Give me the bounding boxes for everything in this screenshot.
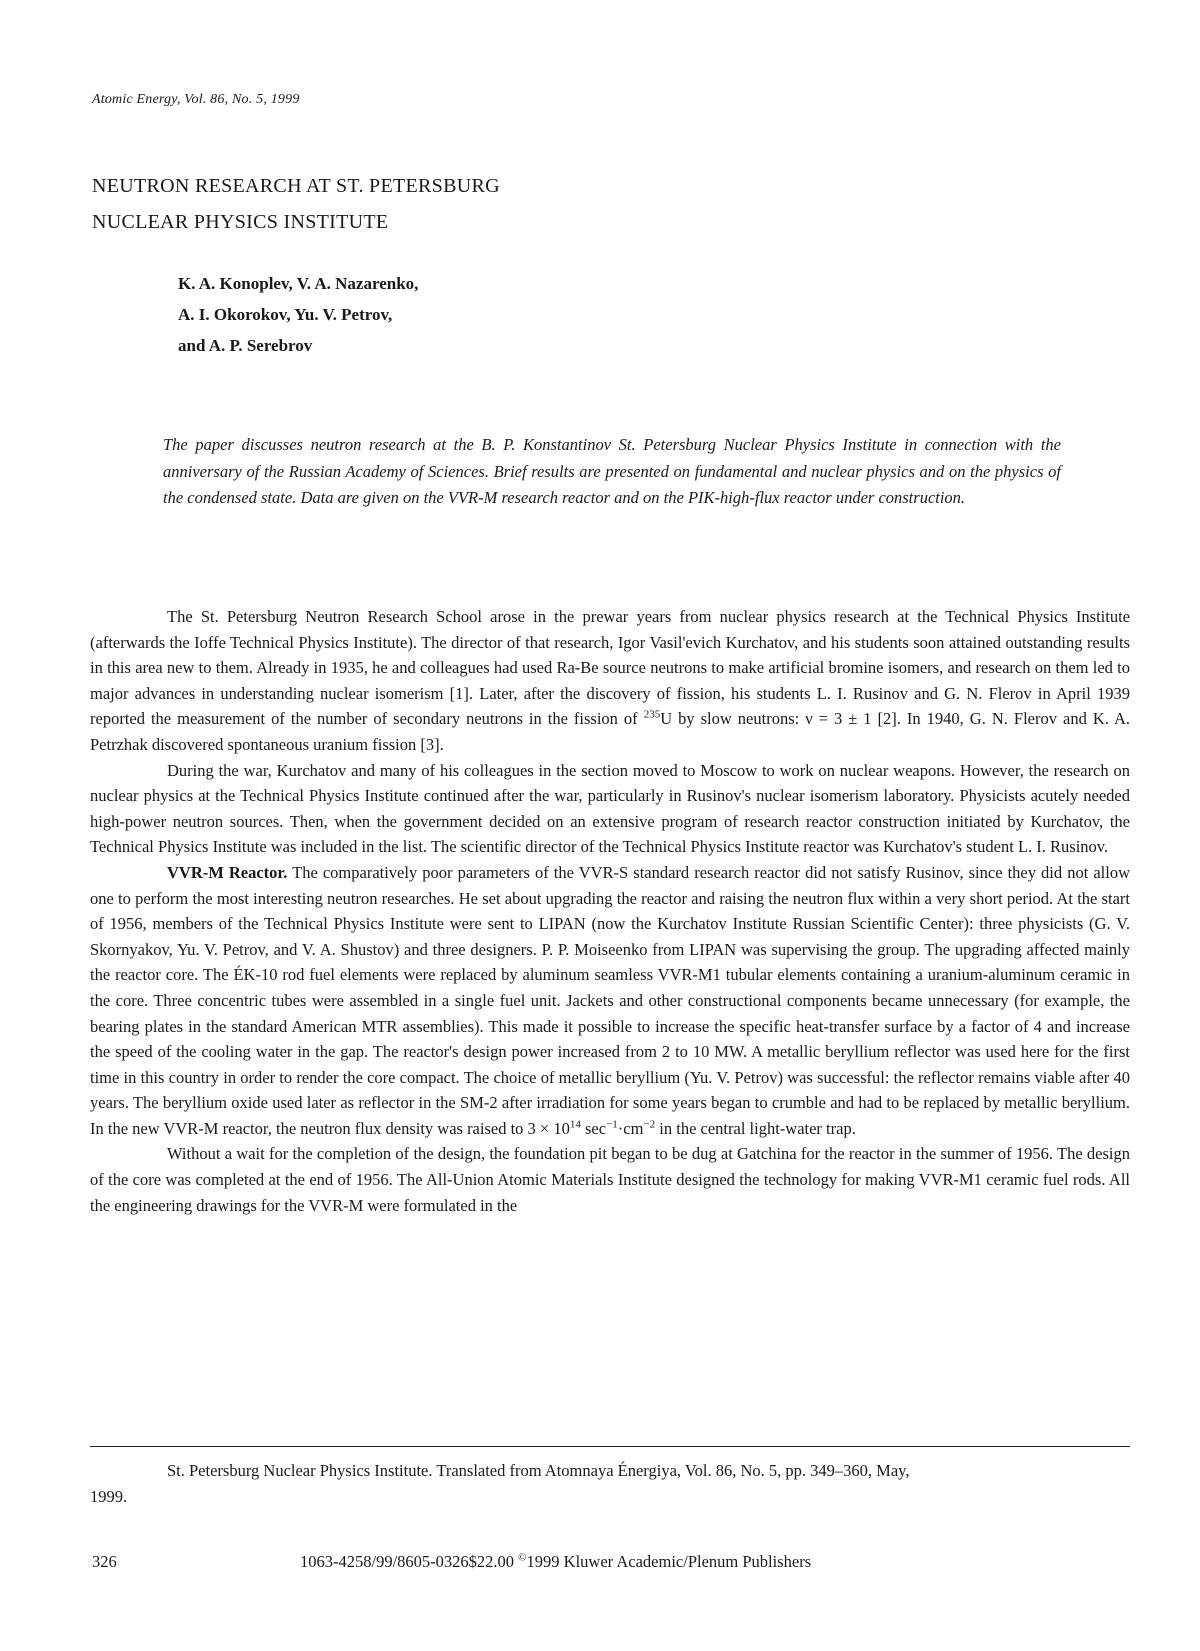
paragraph-1-text-a: The St. Petersburg Neutron Research School arose in the prewar years from nuclear physics research at the Technical Physics Institute (afterwards the Ioffe Technical Physics Institute). The director of that research, Igor Vasil'evich Kurchatov, and his students soon attained outstanding results in this area new to them. Already in 1935, he and colleagues had used Ra-Be source neutrons to make artificial bromine isomers, and research on them led to major advances in understanding nuclear isomerism [1]. Later, after the discovery of fission, his students L. I. Rusinov and G. N. Flerov in April 1939 reported the measurement of the number of secondary neutrons in the fission of: [90, 607, 1130, 729]
paragraph-1-text-b: U by slow neutrons: ν = 3 ± 1 [2]. In 1940, G. N. Flerov and K. A. Petrzhak discovered spontaneous uranium fission [3].: [90, 709, 1130, 754]
footnote-divider: [90, 1446, 1130, 1447]
paragraph-3-text-c: ·cm: [617, 1118, 644, 1138]
paragraph-3-text-b: sec: [580, 1118, 607, 1138]
article-title: [92, 168, 500, 240]
copyright-line: [300, 1552, 811, 1572]
exponent-cm: −2: [643, 1118, 656, 1131]
title-line-1: NEUTRON RESEARCH AT ST. PETERSBURG: [92, 175, 500, 197]
exponent-14: 14: [569, 1118, 581, 1131]
title-line-2: NUCLEAR PHYSICS INSTITUTE: [92, 211, 389, 233]
isotope-superscript: 235: [643, 708, 661, 721]
paragraph-3-text-a: The comparatively poor parameters of the VVR-S standard research reactor did not satisfy Rusinov, since they did not allow one to perform the most interesting neutron researches. He set about upgrading the reactor and raising the neutron flux within a very short period. At the start of 1956, members of the Technical Physics Institute were sent to LIPAN (now the Kurchatov Institute Russian Scientific Center): three physicists (G. V. Skornyakov, Yu. V. Petrov, and V. A. Shustov) and three designers. P. P. Moiseenko from LIPAN was supervising the group. The upgrading affected mainly the reactor core. The ÉK-10 rod fuel elements were replaced by aluminum seamless VVR-M1 tubular elements containing a uranium-aluminum ceramic in the core. Three concentric tubes were assembled in a single fuel unit. Jackets and other constructional components became unnecessary (for example, the bearing plates in the standard American MTR assemblies). This made it possible to increase the specific heat-transfer surface by a factor of 4 and increase the speed of the cooling water in the gap. The reactor's design power increased from 2 to 10 MW. A metallic beryllium reflector was used here for the first time in this country in order to render the core compact. The choice of metallic beryllium (Yu. V. Petrov) was successful: the reflector remains viable after 40 years. The beryllium oxide used later as reflector in the SM-2 after irradiation for some years began to crumble and had to be replaced by metallic beryllium. In the new VVR-M reactor, the neutron flux density was raised to 3 × 10: [90, 862, 1130, 1138]
author-line-1: K. A. Konoplev, V. A. Nazarenko,: [178, 274, 419, 293]
page-number: 326: [92, 1552, 117, 1571]
abstract: The paper discusses neutron research at the B. P. Konstantinov St. Petersburg Nuclear Physics Institute in connection with the anniversary of the Russian Academy of Sciences. Brief results are presented on fundamental and nuclear physics and on the physics of the condensed state. Data are given on the VVR-M research reactor and on the PIK-high-flux reactor under construction.: [163, 435, 1061, 507]
author-line-2: A. I. Okorokov, Yu. V. Petrov,: [178, 305, 393, 324]
section-heading-vvr-m: VVR-M Reactor.: [167, 862, 288, 882]
journal-citation: Atomic Energy, Vol. 86, No. 5, 1999: [92, 92, 300, 107]
paragraph-2: During the war, Kurchatov and many of his colleagues in the section moved to Moscow to work on nuclear weapons. However, the research on nuclear physics at the Technical Physics Institute continued after the war, particularly in Rusinov's nuclear isomerism laboratory. Physicists acutely needed high-power neutron sources. Then, when the government decided on an extensive program of research reactor construction initiated by Kurchatov, the Technical Physics Institute was included in the list. The scientific director of the Technical Physics Institute reactor was Kurchatov's student L. I. Rusinov.: [90, 760, 1130, 857]
paragraph-3-text-d: in the central light-water trap.: [655, 1118, 856, 1138]
author-list: [178, 268, 418, 361]
exponent-sec: −1: [606, 1118, 618, 1131]
copyright-symbol: ©: [518, 1551, 527, 1564]
footnote-line-2: 1999.: [90, 1487, 128, 1506]
paragraph-4: Without a wait for the completion of the design, the foundation pit began to be dug at Gatchina for the reactor in the summer of 1956. The design of the core was completed at the end of 1956. The All-Union Atomic Materials Institute designed the technology for making VVR-M1 ceramic fuel rods. All the engineering drawings for the VVR-M were formulated in the: [90, 1144, 1130, 1215]
issn-price: 1063-4258/99/8605-0326$22.00: [300, 1552, 519, 1571]
footnote-line-1: St. Petersburg Nuclear Physics Institute. Translated from Atomnaya Énergiya, Vol. 86, No. 5, pp. 349–360, May,: [167, 1461, 910, 1480]
article-body: [90, 604, 1130, 1218]
copyright-text: 1999 Kluwer Academic/Plenum Publishers: [526, 1552, 812, 1571]
author-line-3: and A. P. Serebrov: [178, 336, 313, 355]
paragraph-1: [90, 604, 1130, 758]
paragraph-3: [90, 860, 1130, 1142]
footnote: [90, 1458, 1130, 1510]
